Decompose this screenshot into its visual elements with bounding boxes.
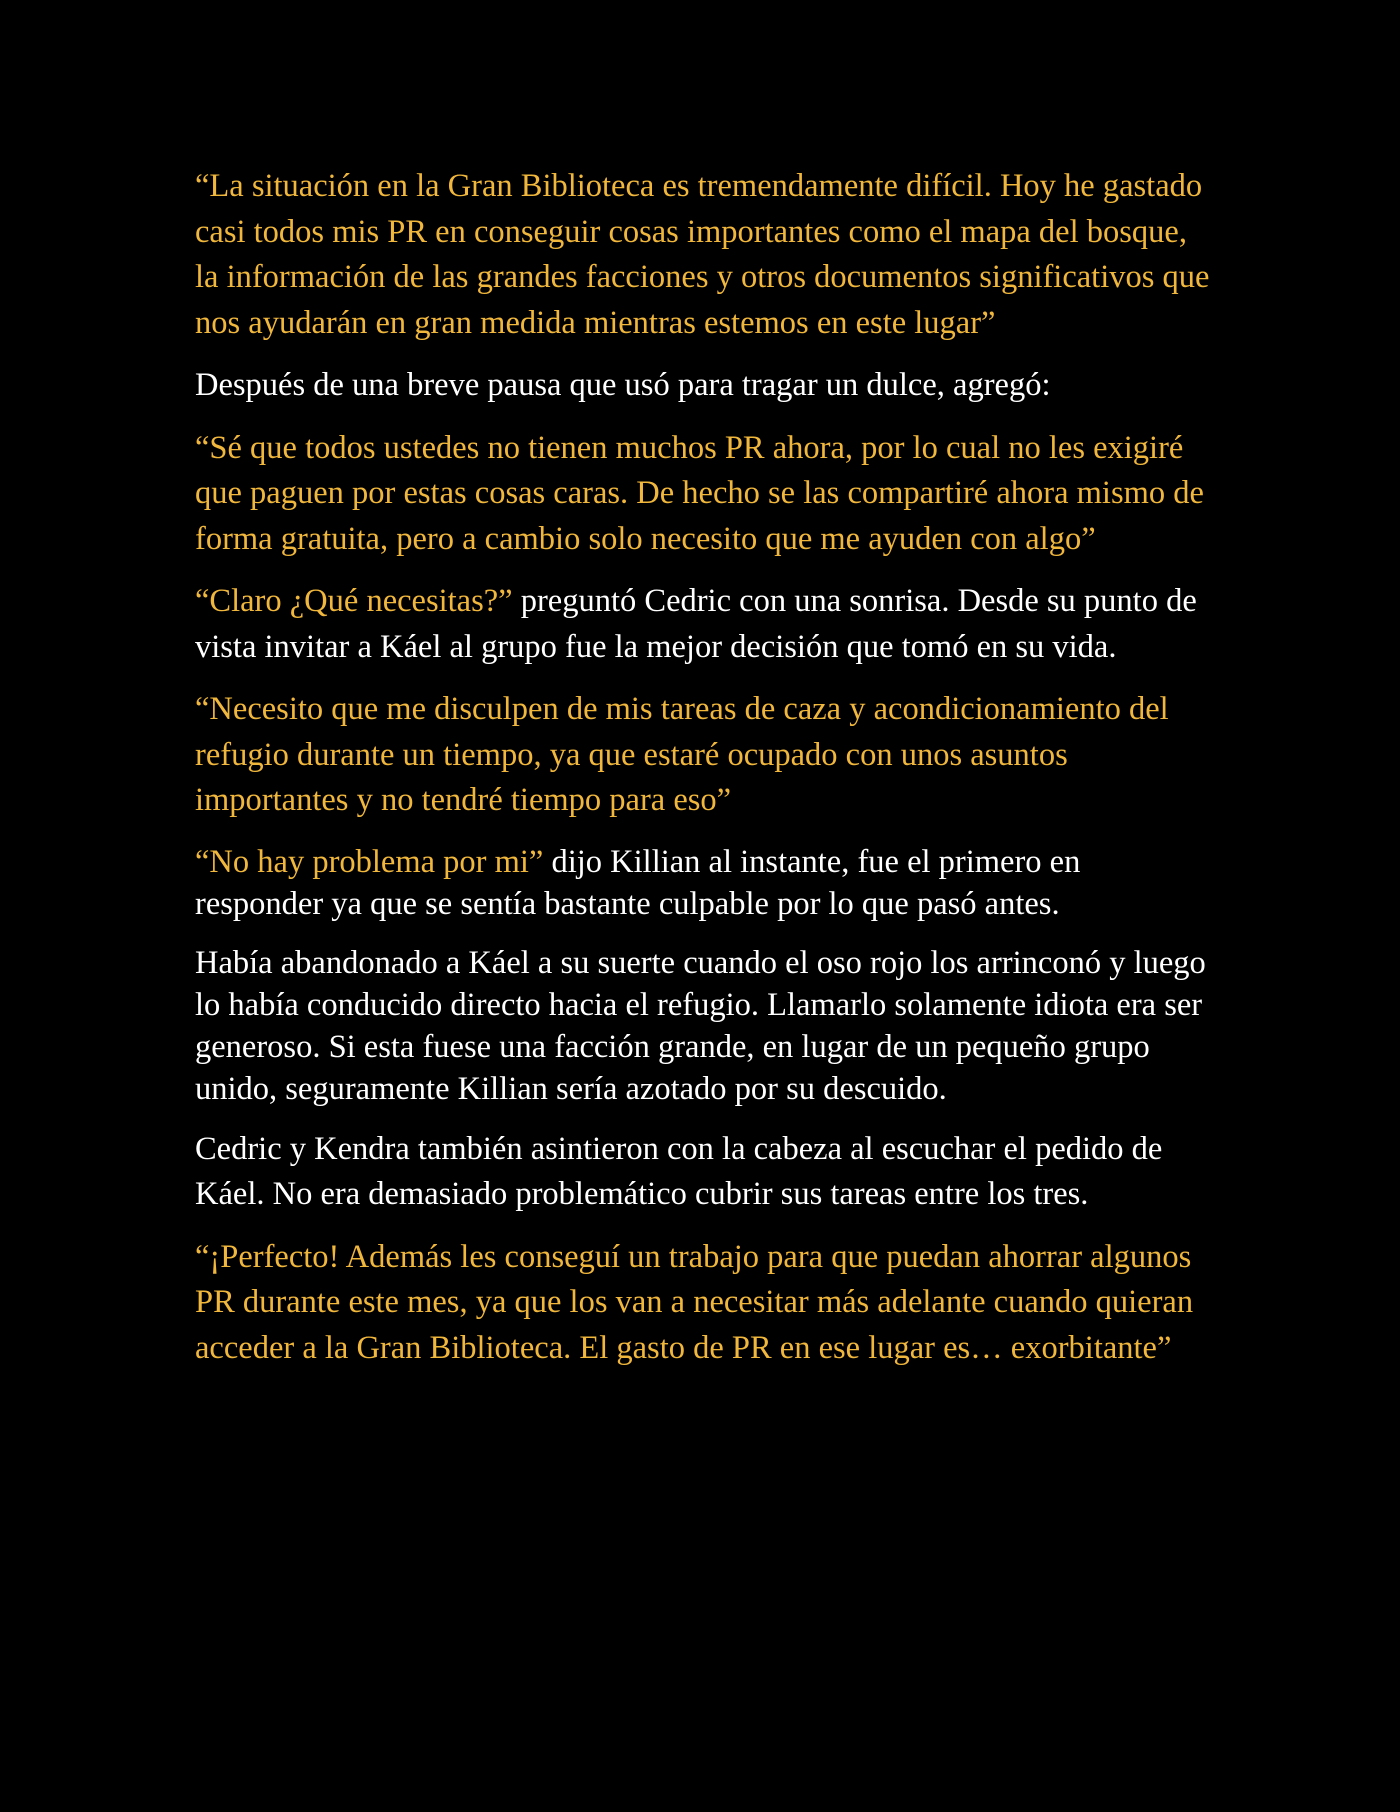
paragraph-3 xyxy=(195,426,1215,563)
paragraph-5 xyxy=(195,687,1215,824)
paragraph-8 xyxy=(195,1127,1215,1218)
narration-text: preguntó Cedric con una sonrisa. Desde su punto de vista invitar a Káel al grupo fue la mejor decisión que tomó en su vida. xyxy=(195,583,1197,665)
paragraph-2 xyxy=(195,363,1215,409)
narration-text: Después de una breve pausa que usó para tragar un dulce, agregó: xyxy=(195,367,1051,403)
dialogue-text: “¡Perfecto! Además les conseguí un trabajo para que puedan ahorrar algunos PR durante este mes, ya que los van a necesitar más adelante cuando quieran acceder a la Gran Biblioteca. El gasto de PR en ese lugar es… exorbitante” xyxy=(195,1238,1194,1366)
dialogue-text: “Necesito que me disculpen de mis tareas de caza y acondicionamiento del refugio durante un tiempo, ya que estaré ocupado con unos asuntos importantes y no tendré tiempo para eso” xyxy=(195,691,1169,818)
dialogue-text: “Sé que todos ustedes no tienen muchos PR ahora, por lo cual no les exigiré que paguen por estas cosas caras. De hecho se las compartiré ahora mismo de forma gratuita, pero a cambio solo necesito que me ayuden con algo” xyxy=(195,429,1204,557)
paragraph-7 xyxy=(195,942,1215,1110)
page-text xyxy=(195,164,1215,1388)
paragraph-1 xyxy=(195,164,1215,346)
paragraph-4 xyxy=(195,579,1215,670)
dialogue-text: “Claro ¿Qué necesitas?” xyxy=(195,583,513,619)
dialogue-text: “No hay problema por mi” xyxy=(195,843,544,880)
paragraph-6 xyxy=(195,841,1215,925)
narration-text: Había abandonado a Káel a su suerte cuando el oso rojo los arrinconó y luego lo había conducido directo hacia el refugio. Llamarlo solamente idiota era ser generoso. Si esta fuese una facción grande, en lugar de un pequeño grupo unido, seguramente Killian sería azotado por su descuido. xyxy=(195,944,1206,1107)
narration-text: dijo Killian al instante, fue el primero en responder ya que se sentía bastante culpable por lo que pasó antes. xyxy=(195,843,1081,922)
dialogue-text: “La situación en la Gran Biblioteca es tremendamente difícil. Hoy he gastado casi todos mis PR en conseguir cosas importantes como el mapa del bosque, la información de las grandes facciones y otros documentos significativos que nos ayudarán en gran medida mientras estemos en este lugar” xyxy=(195,168,1210,341)
narration-text: Cedric y Kendra también asintieron con la cabeza al escuchar el pedido de Káel. No era demasiado problemático cubrir sus tareas entre los tres. xyxy=(195,1130,1163,1212)
paragraph-9 xyxy=(195,1235,1215,1372)
